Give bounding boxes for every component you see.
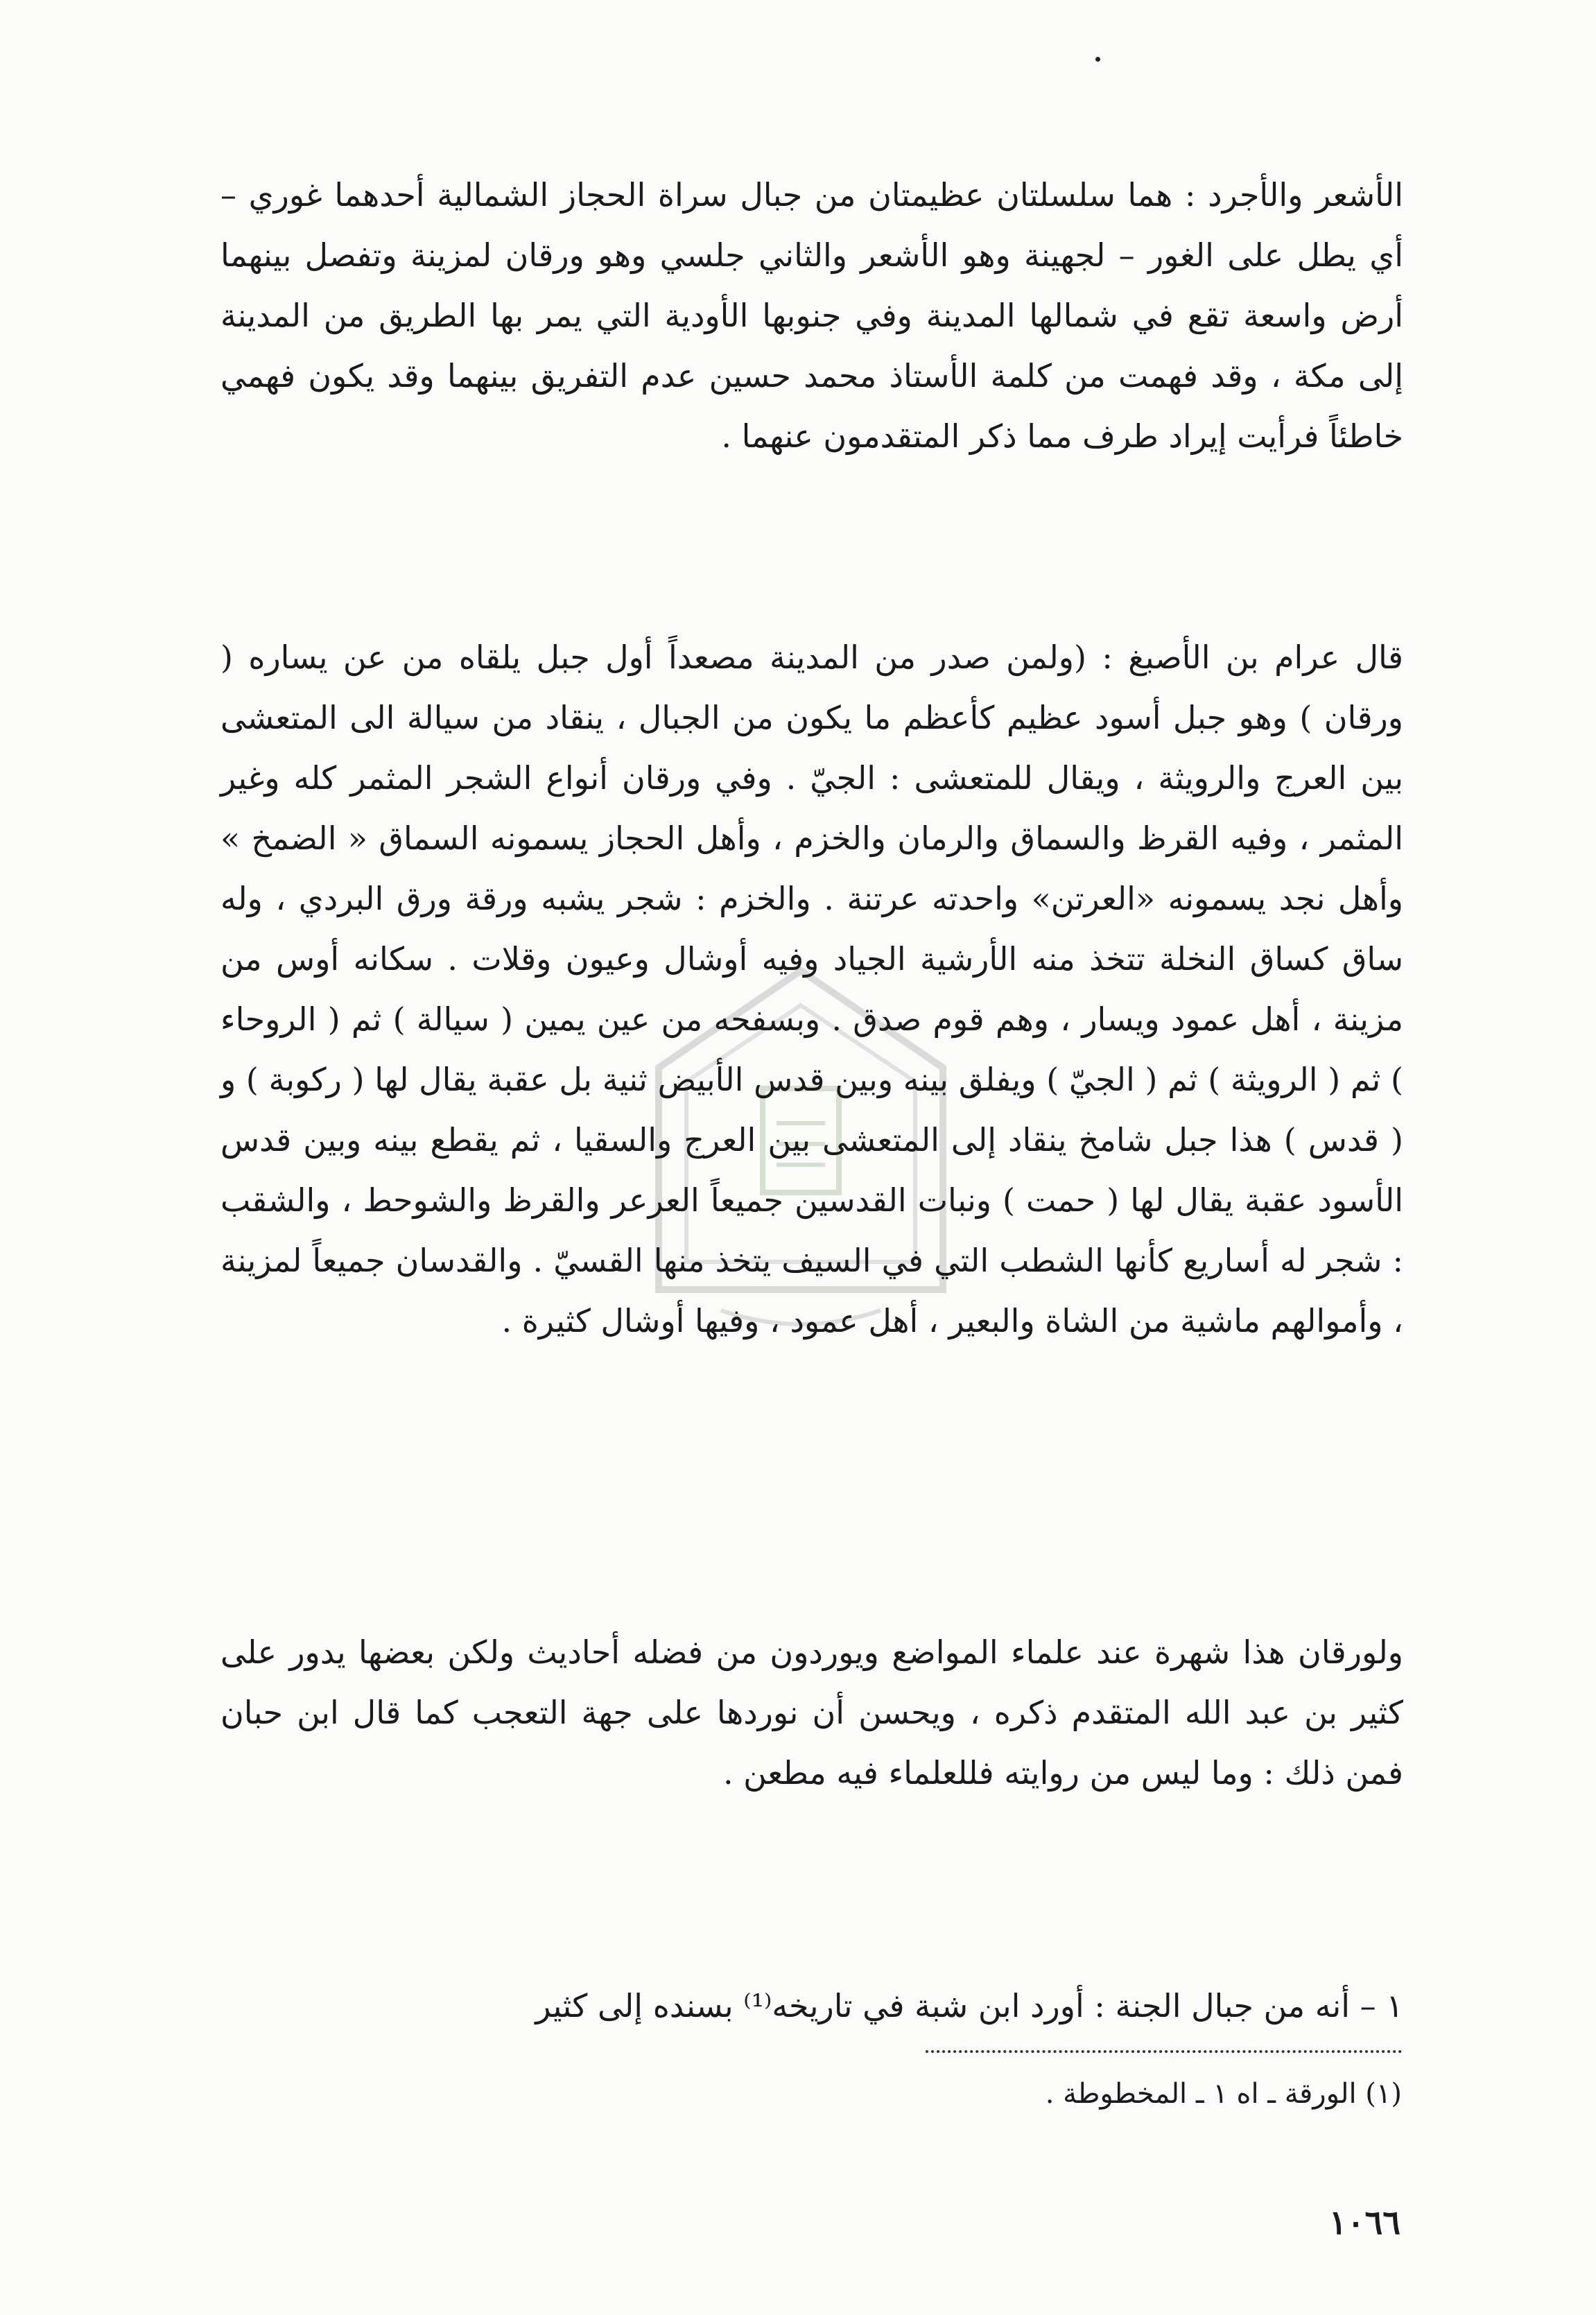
paragraph-text: ولورقان هذا شهرة عند علماء المواضع ويوردون من فضله أحاديث ولكن بعضها يدور على كثير بن عبد الله المتقدم ذكره ، ويحسن أن نوردها على جهة التعجب كما قال ابن حبان فمن ذلك : وما ليس من روايته فللعلماء فيه مطعن . [220, 1633, 1403, 1792]
scan-speck [1095, 57, 1100, 62]
body-paragraph-1 [220, 165, 1403, 467]
body-paragraph-3 [220, 1622, 1403, 1803]
paragraph-text: الأشعر والأجرد : هما سلسلتان عظيمتان من جبال سراة الحجاز الشمالية أحدهما غوري – أي يطل على الغور – لجهينة وهو الأشعر والثاني جلسي وهو ورقان لمزينة وتفصل بينهما أرض واسعة تقع في شمالها المدينة وفي جنوبها الأودية التي يمر بها الطريق من المدينة إلى مكة ، وقد فهمت من كلمة الأستاذ محمد حسين عدم التفريق بينهما وقد يكون فهمي خاطئاً فرأيت إيراد طرف مما ذكر المتقدمون عنهما . [220, 176, 1403, 455]
page-number: ١٠٦٦ [1328, 2203, 1400, 2242]
footnote: (١) الورقة ـ اه ١ ـ المخطوطة . [1045, 2078, 1402, 2110]
paragraph-text: ١ – أنه من جبال الجنة : أورد ابن شبة في تاريخه⁽¹⁾ بسنده إلى كثير [535, 1987, 1403, 2024]
footnote-divider [926, 2050, 1402, 2053]
body-paragraph-2 [220, 627, 1403, 1351]
body-paragraph-4 [220, 1976, 1403, 2036]
paragraph-text: قال عرام بن الأصبغ : (ولمن صدر من المدينة مصعداً أول جبل يلقاه من عن يساره ( ورقان ) وهو جبل أسود عظيم كأعظم ما يكون من الجبال ، ينقاد من سيالة الى المتعشى بين العرج والرويثة ، ويقال للمتعشى : الجيّ . وفي ورقان أنواع الشجر المثمر كله وغير المثمر ، وفيه القرظ والسماق والرمان والخزم ، وأهل الحجاز يسمونه السماق « الضمخ » وأهل نجد يسمونه «العرتن» واحدته عرتنة . والخزم : شجر يشبه ورقة ورق البردي ، وله ساق كساق النخلة تتخذ منه الأرشية الجياد وفيه أوشال وعيون وقلات . سكانه أوس من مزينة ، أهل عمود ويسار ، وهم قوم صدق . وبسفحه من عين يمين ( سيالة ) ثم ( الروحاء ) ثم ( الرويثة ) ثم ( الجيّ ) ويفلق بينه وبين قدس الأبيض ثنية بل عقبة يقال لها ( ركوبة ) و ( قدس ) هذا جبل شامخ ينقاد إلى المتعشى بين العرج والسقيا ، ثم يقطع بينه وبين قدس الأسود عقبة يقال لها ( حمت ) ونبات القدسين جميعاً العرعر والقرظ والشوحط ، والشقب : شجر له أساريع كأنها الشطب التي في السيف يتخذ منها القسيّ . والقدسان جميعاً لمزينة ، وأموالهم ماشية من الشاة والبعير ، أهل عمود ، وفيها أوشال كثيرة . [220, 639, 1403, 1339]
